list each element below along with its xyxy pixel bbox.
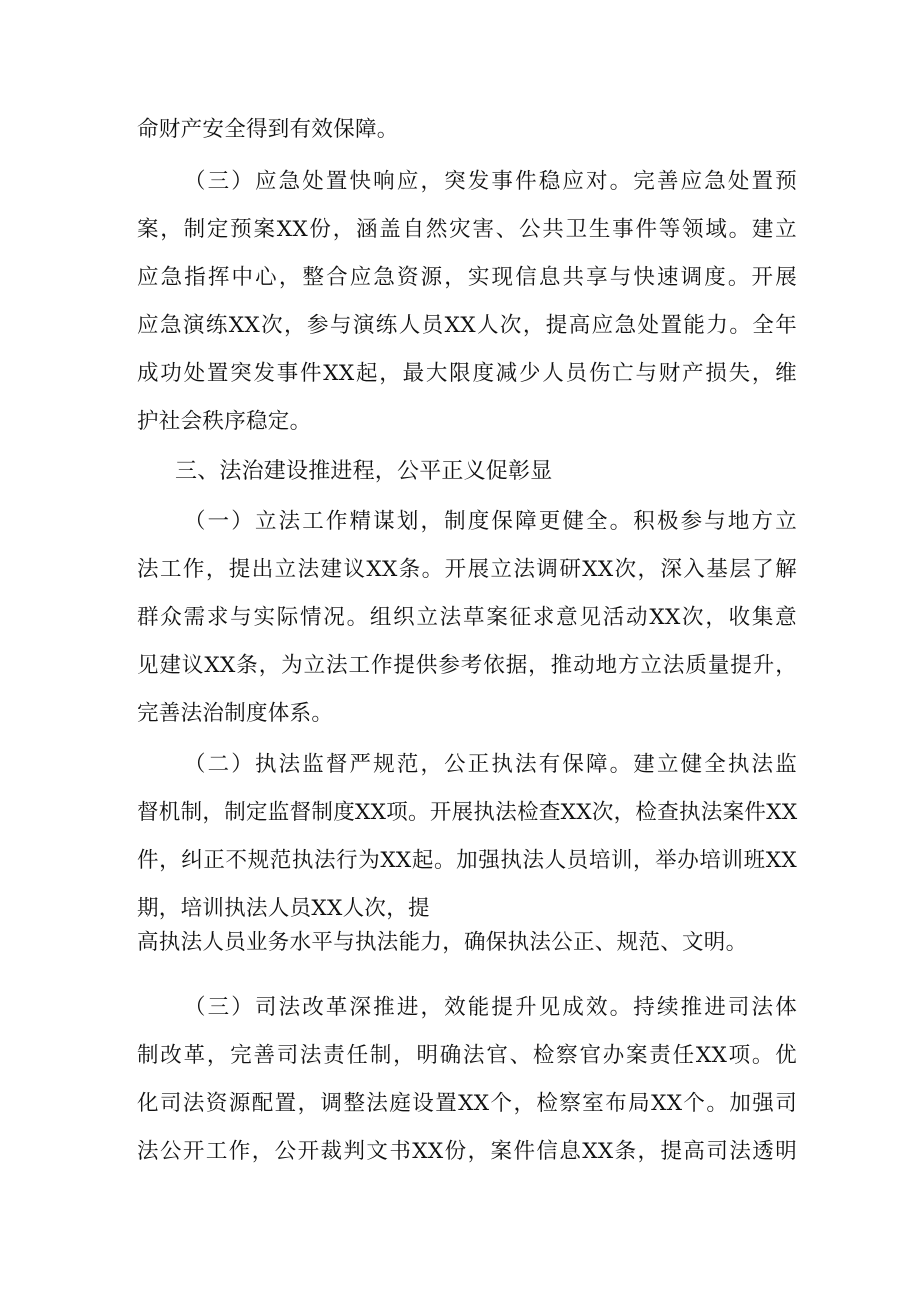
paragraph-line: 法工作，提出立法建议XX条。开展立法调研XX次，深入基层了解 — [137, 557, 797, 582]
paragraph-line: （三）司法改革深推进，效能提升见成效。持续推进司法体 — [184, 995, 797, 1020]
paragraph-line: 完善法治制度体系。 — [137, 701, 334, 726]
paragraph-line: 督机制，制定监督制度XX项。开展执法检查XX次，检查执法案件XX — [137, 800, 798, 825]
paragraph-line: 件，纠正不规范执法行为XX起。加强执法人员培训，举办培训班XX — [137, 848, 797, 873]
paragraph-line: 应急演练XX次，参与演练人员XX人次，提高应急处置能力。全年 — [137, 313, 797, 338]
paragraph-line: 护社会秩序稳定。 — [137, 409, 312, 434]
section-heading: 三、法治建设推进程，公平正义促彰显 — [175, 459, 553, 484]
paragraph-line: （三）应急处置快响应，突发事件稳应对。完善应急处置预 — [184, 169, 797, 194]
paragraph-line: 群众需求与实际情况。组织立法草案征求意见活动XX次，收集意 — [137, 605, 797, 630]
paragraph-line: 命财产安全得到有效保障。 — [137, 117, 399, 142]
paragraph-line: （一）立法工作精谋划，制度保障更健全。积极参与地方立 — [184, 509, 797, 534]
paragraph-line: 法公开工作，公开裁判文书XX份，案件信息XX条，提高司法透明 — [137, 1139, 797, 1164]
paragraph-line: 案，制定预案XX份，涵盖自然灾害、公共卫生事件等领域。建立 — [137, 217, 797, 242]
paragraph-line: 化司法资源配置，调整法庭设置XX个，检察室布局XX个。加强司 — [137, 1091, 797, 1116]
paragraph-line: （二）执法监督严规范，公正执法有保障。建立健全执法监 — [184, 752, 797, 777]
paragraph-line: 制改革，完善司法责任制，明确法官、检察官办案责任XX项。优 — [137, 1043, 797, 1068]
paragraph-line: 应急指挥中心，整合应急资源，实现信息共享与快速调度。开展 — [137, 265, 797, 290]
paragraph-line: 期，培训执法人员XX人次，提 — [137, 896, 430, 921]
paragraph-line: 成功处置突发事件XX起，最大限度减少人员伤亡与财产损失，维 — [137, 361, 797, 386]
paragraph-line: 高执法人员业务水平与执法能力，确保执法公正、规范、文明。 — [137, 930, 748, 955]
paragraph-line: 见建议XX条，为立法工作提供参考依据，推动地方立法质量提升， — [137, 653, 797, 678]
